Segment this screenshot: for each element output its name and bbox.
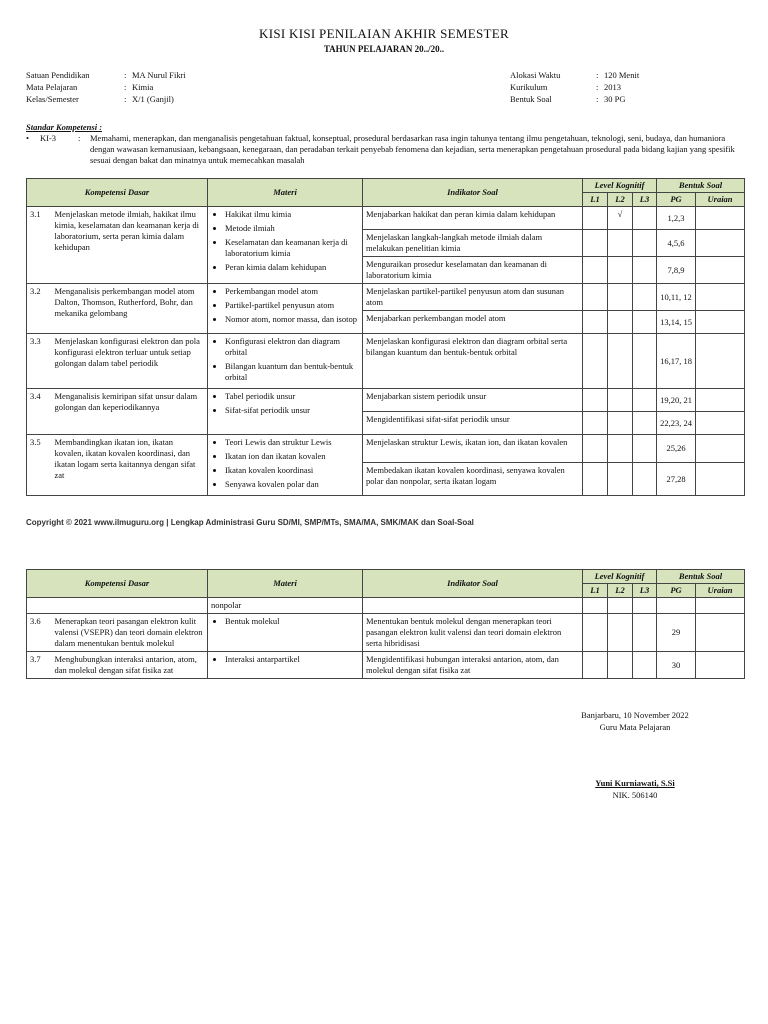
uraian-cell xyxy=(696,614,745,652)
level-l3-cell xyxy=(633,284,657,311)
info-value: 120 Menit xyxy=(604,70,640,80)
info-value: MA Nurul Fikri xyxy=(132,70,186,80)
info-row: Alokasi Waktu : 120 Menit xyxy=(510,70,640,80)
kd-number: 3.5 xyxy=(27,435,52,496)
header-uraian: Uraian xyxy=(696,584,745,598)
materi-cell xyxy=(208,435,363,496)
level-l2-cell xyxy=(608,257,633,284)
info-row: Kelas/Semester : X/1 (Ganjil) xyxy=(26,94,174,104)
header-uraian: Uraian xyxy=(696,193,745,207)
header-kompetensi-dasar: Kompetensi Dasar xyxy=(27,179,208,207)
standar-kompetensi: Standar Kompetensi : • KI-3 : Memahami, menerapkan, dan menganalisis pengetahuan faktual, konseptual, prosedural berdasarkan rasa ingin tahunya tentang ilmu pengetahuan, teknologi, seni, budaya, dan humaniora dengan wawasan kemanusiaan, kebangsaan, kenegaraan, dan peradaban terkait penyebab fenomena dan kejadian, serta menerapkan pengetahuan prosedural pada bidang kajian yang spesifik sesuai dengan bakat dan minatnya untuk memecahkan masalah xyxy=(26,122,748,166)
uraian-cell xyxy=(696,284,745,311)
header-materi: Materi xyxy=(208,179,363,207)
ki-text: Memahami, menerapkan, dan menganalisis pengetahuan faktual, konseptual, prosedural berdasarkan rasa ingin tahunya tentang ilmu pengetahuan, teknologi, seni, budaya, dan humaniora dengan wawasan kemanusiaan, kebangsaan, kenegaraan, dan peradaban terkait penyebab fenomena dan kejadian, serta menerapkan pengetahuan prosedural pada bidang kajian yang spesifik sesuai dengan bakat dan minatnya untuk memecahkan masalah xyxy=(90,133,735,165)
pg-cell: 29 xyxy=(657,614,696,652)
empty-cell xyxy=(657,598,696,614)
kd-description: Menganalisis kemiripan sifat unsur dalam golongan dan keperiodikannya xyxy=(52,389,208,435)
materi-list xyxy=(211,437,359,490)
indikator-cell: Menjabarkan perkembangan model atom xyxy=(363,311,583,334)
ki-label: KI-3 xyxy=(40,133,57,143)
indikator-cell: Menjelaskan partikel-partikel penyusun atom dan susunan atom xyxy=(363,284,583,311)
uraian-cell xyxy=(696,257,745,284)
header-level-kognitif: Level Kognitif xyxy=(583,570,657,584)
table-row xyxy=(27,614,745,652)
pg-cell: 22,23, 24 xyxy=(657,412,696,435)
materi-cell xyxy=(208,207,363,284)
uraian-cell xyxy=(696,230,745,257)
kd-description: Menerapkan teori pasangan elektron kulit valensi (VSEPR) dan teori domain elektron dalam menentukan bentuk molekul xyxy=(52,614,208,652)
kd-number: 3.7 xyxy=(27,652,52,679)
level-l3-cell xyxy=(633,435,657,463)
indikator-cell: Mengidentifikasi sifat-sifat periodik unsur xyxy=(363,412,583,435)
level-l2-cell xyxy=(608,412,633,435)
kd-description: Menganalisis perkembangan model atom Dalton, Thomson, Rutherford, Bohr, dan mekanika gelombang xyxy=(52,284,208,334)
table-row xyxy=(27,207,745,230)
header-l3: L3 xyxy=(633,584,657,598)
materi-item: • Perkembangan model atom xyxy=(225,286,359,297)
pg-cell: 19,20, 21 xyxy=(657,389,696,412)
indikator-cell: Menentukan bentuk molekul dengan menerapkan teori pasangan elektron kulit valensi dan teori domain elektron serta hibridisasi xyxy=(363,614,583,652)
signature-nik: NIK. 506140 xyxy=(612,790,658,800)
uraian-cell xyxy=(696,207,745,230)
header-materi: Materi xyxy=(208,570,363,598)
materi-item: • Tabel periodik unsur xyxy=(225,391,359,402)
level-l3-cell xyxy=(633,389,657,412)
empty-cell xyxy=(363,598,583,614)
signature-name-block xyxy=(560,777,710,801)
pg-cell: 1,2,3 xyxy=(657,207,696,230)
header-l1: L1 xyxy=(583,584,608,598)
header-indikator: Indikator Soal xyxy=(363,570,583,598)
level-l1-cell xyxy=(583,435,608,463)
info-label: Alokasi Waktu xyxy=(510,70,561,80)
table-row xyxy=(27,652,745,679)
uraian-cell xyxy=(696,435,745,463)
materi-item: • Partikel-partikel penyusun atom xyxy=(225,300,359,311)
uraian-cell xyxy=(696,311,745,334)
bullet-icon: • xyxy=(26,133,29,143)
copyright-text: Copyright © 2021 www.ilmuguru.org | Lengkap Administrasi Guru SD/MI, SMP/MTs, SMA/MA, SMK/MAK dan Soal-Soal xyxy=(26,518,474,527)
level-l1-cell xyxy=(583,614,608,652)
level-l2-cell xyxy=(608,284,633,311)
indikator-cell: Mengidentifikasi hubungan interaksi antarion, atom, dan molekul dengan sifat fisika zat xyxy=(363,652,583,679)
kd-description xyxy=(52,598,208,614)
level-l2-cell xyxy=(608,614,633,652)
continuation-row xyxy=(27,598,745,614)
header-l3: L3 xyxy=(633,193,657,207)
materi-item: • Bilangan kuantum dan bentuk-bentuk orbital xyxy=(225,361,359,383)
level-l1-cell xyxy=(583,284,608,311)
materi-list xyxy=(211,336,359,383)
level-l3-cell xyxy=(633,463,657,496)
uraian-cell xyxy=(696,412,745,435)
indikator-cell: Menjelaskan struktur Lewis, ikatan ion, dan ikatan kovalen xyxy=(363,435,583,463)
level-l3-cell xyxy=(633,652,657,679)
level-l1-cell xyxy=(583,463,608,496)
empty-cell xyxy=(696,598,745,614)
kd-description: Menjelaskan metode ilmiah, hakikat ilmu kimia, keselamatan dan keamanan kerja di laboratorium, serta peran kimia dalam kehidupan xyxy=(52,207,208,284)
materi-cell xyxy=(208,652,363,679)
indikator-cell: Menjabarkan hakikat dan peran kimia dalam kehidupan xyxy=(363,207,583,230)
header-indikator: Indikator Soal xyxy=(363,179,583,207)
materi-continuation: nonpolar xyxy=(208,598,363,614)
header-level-kognitif: Level Kognitif xyxy=(583,179,657,193)
pg-cell: 13,14, 15 xyxy=(657,311,696,334)
header-kompetensi-dasar: Kompetensi Dasar xyxy=(27,570,208,598)
kd-number: 3.4 xyxy=(27,389,52,435)
table-row xyxy=(27,284,745,311)
kd-description: Membandingkan ikatan ion, ikatan kovalen, ikatan kovalen koordinasi, dan ikatan logam serta kaitannya dengan sifat zat xyxy=(52,435,208,496)
level-l2-cell xyxy=(608,435,633,463)
info-row: Mata Pelajaran : Kimia xyxy=(26,82,154,92)
materi-item: • Metode ilmiah xyxy=(225,223,359,234)
info-label: Mata Pelajaran xyxy=(26,82,78,92)
pg-cell: 30 xyxy=(657,652,696,679)
level-l2-cell xyxy=(608,230,633,257)
materi-cell xyxy=(208,334,363,389)
info-row: Satuan Pendidikan : MA Nurul Fikri xyxy=(26,70,186,80)
level-l1-cell xyxy=(583,311,608,334)
empty-cell xyxy=(633,598,657,614)
level-l2-cell xyxy=(608,463,633,496)
kisi-table xyxy=(26,178,745,496)
materi-list xyxy=(211,616,359,627)
materi-item: • Nomor atom, nomor massa, dan isotop xyxy=(225,314,359,325)
level-l2-cell xyxy=(608,652,633,679)
pg-cell: 27,28 xyxy=(657,463,696,496)
document-title: KISI KISI PENILAIAN AKHIR SEMESTER xyxy=(259,26,509,41)
pg-cell: 7,8,9 xyxy=(657,257,696,284)
header-pg: PG xyxy=(657,584,696,598)
table-row xyxy=(27,334,745,389)
info-row: Kurikulum : 2013 xyxy=(510,82,621,92)
header-bentuk-soal: Bentuk Soal xyxy=(657,179,745,193)
info-right xyxy=(510,69,639,105)
materi-cell xyxy=(208,284,363,334)
level-l3-cell xyxy=(633,257,657,284)
level-l3-cell xyxy=(633,334,657,389)
pg-cell: 25,26 xyxy=(657,435,696,463)
level-l1-cell xyxy=(583,652,608,679)
level-l2-cell: √ xyxy=(608,207,633,230)
info-row: Bentuk Soal : 30 PG xyxy=(510,94,626,104)
materi-item: • Peran kimia dalam kehidupan xyxy=(225,262,359,273)
uraian-cell xyxy=(696,463,745,496)
header-pg: PG xyxy=(657,193,696,207)
materi-item: • Teori Lewis dan struktur Lewis xyxy=(225,437,359,448)
uraian-cell xyxy=(696,652,745,679)
level-l1-cell xyxy=(583,230,608,257)
materi-cell xyxy=(208,614,363,652)
level-l3-cell xyxy=(633,412,657,435)
table-row xyxy=(27,435,745,463)
kd-number: 3.6 xyxy=(27,614,52,652)
info-value: 30 PG xyxy=(604,94,626,104)
level-l3-cell xyxy=(633,230,657,257)
materi-item: • Hakikat ilmu kimia xyxy=(225,209,359,220)
level-l1-cell xyxy=(583,334,608,389)
indikator-cell: Menjelaskan langkah-langkah metode ilmiah dalam melakukan penelitian kimia xyxy=(363,230,583,257)
materi-list xyxy=(211,654,359,665)
materi-item: • Sifat-sifat periodik unsur xyxy=(225,405,359,416)
level-l1-cell xyxy=(583,257,608,284)
level-l3-cell xyxy=(633,207,657,230)
kd-number: 3.2 xyxy=(27,284,52,334)
materi-item: • Keselamatan dan keamanan kerja di laboratorium kimia xyxy=(225,237,359,259)
info-label: Kurikulum xyxy=(510,82,548,92)
uraian-cell xyxy=(696,334,745,389)
empty-cell xyxy=(583,598,608,614)
materi-cell xyxy=(208,389,363,435)
header-bentuk-soal: Bentuk Soal xyxy=(657,570,745,584)
kd-number: 3.1 xyxy=(27,207,52,284)
level-l2-cell xyxy=(608,334,633,389)
header-l1: L1 xyxy=(583,193,608,207)
level-l3-cell xyxy=(633,311,657,334)
signature-name: Yuni Kurniawati, S.Si xyxy=(595,778,675,788)
pg-cell: 16,17, 18 xyxy=(657,334,696,389)
info-left xyxy=(26,69,186,105)
pg-cell: 10,11, 12 xyxy=(657,284,696,311)
info-value: X/1 (Ganjil) xyxy=(132,94,174,104)
level-l2-cell xyxy=(608,311,633,334)
pg-cell: 4,5,6 xyxy=(657,230,696,257)
table-row xyxy=(27,389,745,412)
kisi-table-continued xyxy=(26,569,745,679)
signature-role: Guru Mata Pelajaran xyxy=(599,722,671,732)
standar-title: Standar Kompetensi : xyxy=(26,122,103,132)
level-l2-cell xyxy=(608,389,633,412)
empty-cell xyxy=(608,598,633,614)
kd-number xyxy=(27,598,52,614)
indikator-cell: Menjabarkan sistem periodik unsur xyxy=(363,389,583,412)
indikator-cell: Membedakan ikatan kovalen koordinasi, senyawa kovalen polar dan nonpolar, serta ikatan logam xyxy=(363,463,583,496)
kd-number: 3.3 xyxy=(27,334,52,389)
level-l1-cell xyxy=(583,412,608,435)
kd-description: Menghubungkan interaksi antarion, atom, dan molekul dengan sifat fisika zat xyxy=(52,652,208,679)
header-l2: L2 xyxy=(608,584,633,598)
signature-block xyxy=(560,709,710,733)
materi-item: • Konfigurasi elektron dan diagram orbital xyxy=(225,336,359,358)
materi-item: • Ikatan kovalen koordinasi xyxy=(225,465,359,476)
signature-place-date: Banjarbaru, 10 November 2022 xyxy=(581,710,689,720)
info-label: Satuan Pendidikan xyxy=(26,70,90,80)
info-label: Kelas/Semester xyxy=(26,94,79,104)
materi-item: • Interaksi antarpartikel xyxy=(225,654,359,665)
materi-item: • Senyawa kovalen polar dan xyxy=(225,479,359,490)
kd-description: Menjelaskan konfigurasi elektron dan pola konfigurasi elektron terluar untuk setiap golongan dalam tabel periodik xyxy=(52,334,208,389)
info-label: Bentuk Soal xyxy=(510,94,552,104)
uraian-cell xyxy=(696,389,745,412)
document-subtitle: TAHUN PELAJARAN 20../20.. xyxy=(323,44,445,54)
materi-list xyxy=(211,391,359,416)
level-l1-cell xyxy=(583,389,608,412)
info-value: Kimia xyxy=(132,82,154,92)
level-l1-cell xyxy=(583,207,608,230)
materi-item: • Bentuk molekul xyxy=(225,616,359,627)
materi-list xyxy=(211,209,359,273)
indikator-cell: Menjelaskan konfigurasi elektron dan diagram orbital serta bilangan kuantum dan bentuk-bentuk orbital xyxy=(363,334,583,389)
indikator-cell: Menguraikan prosedur keselamatan dan keamanan di laboratorium kimia xyxy=(363,257,583,284)
info-value: 2013 xyxy=(604,82,621,92)
materi-item: • Ikatan ion dan ikatan kovalen xyxy=(225,451,359,462)
header-l2: L2 xyxy=(608,193,633,207)
level-l3-cell xyxy=(633,614,657,652)
materi-list xyxy=(211,286,359,325)
